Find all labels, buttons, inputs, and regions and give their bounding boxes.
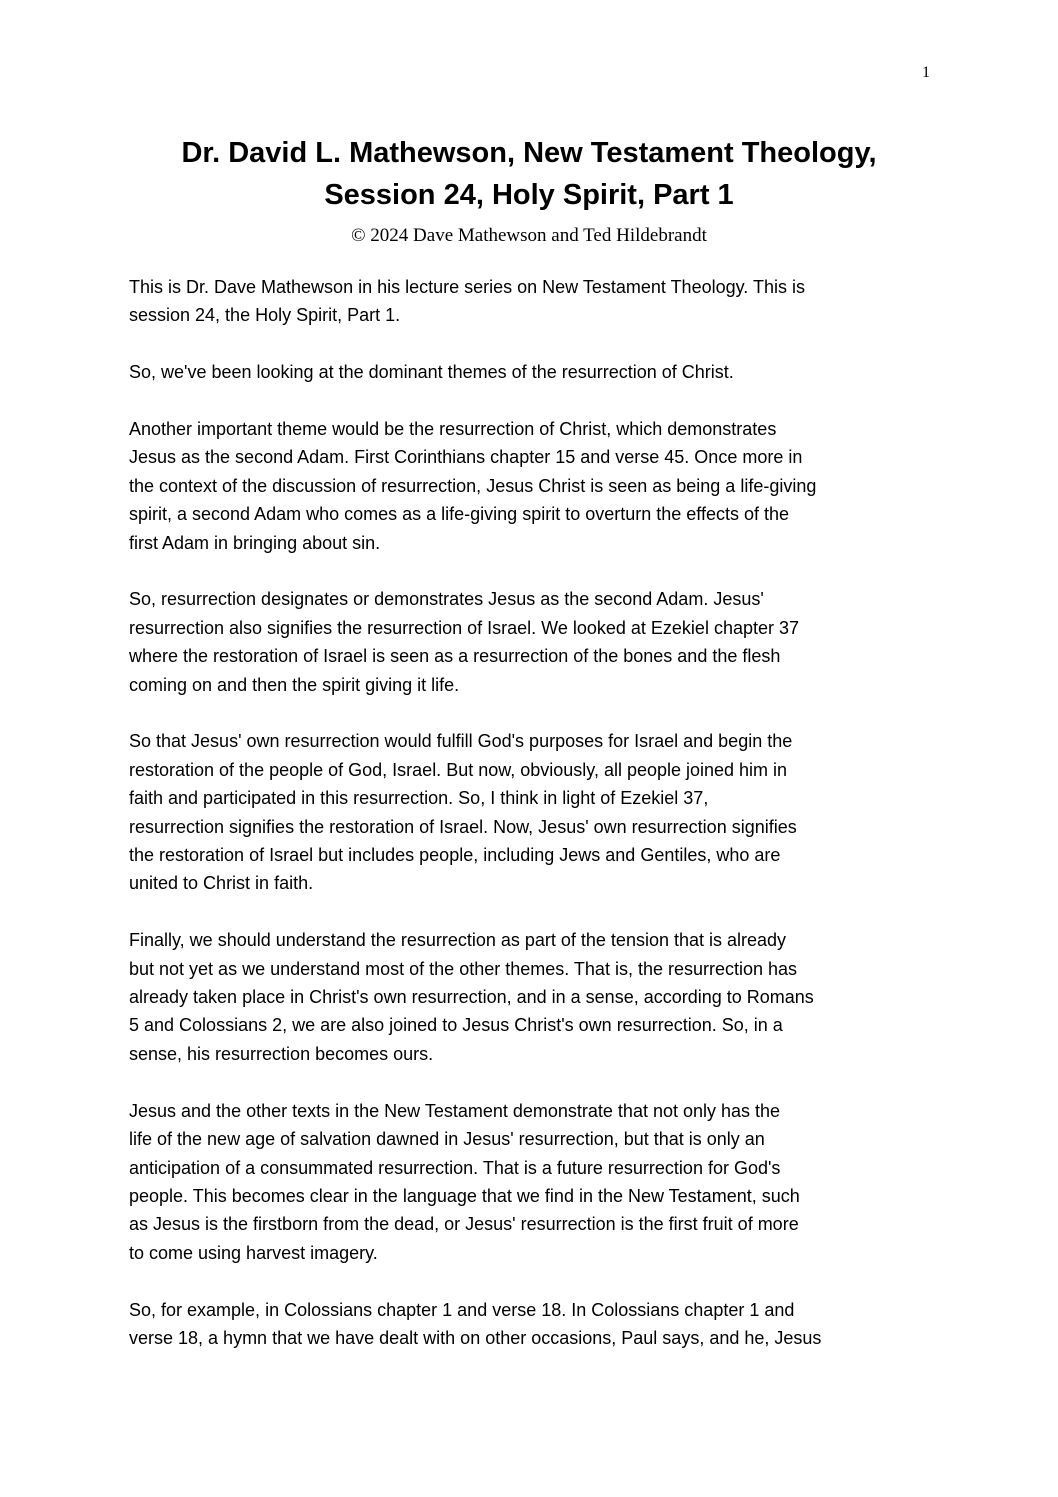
paragraph xyxy=(129,585,949,699)
text-line: So, resurrection designates or demonstrates Jesus as the second Adam. Jesus' xyxy=(129,589,764,610)
paragraph xyxy=(129,727,949,897)
text-line: united to Christ in faith. xyxy=(129,873,314,894)
title-line: Session 24, Holy Spirit, Part 1 xyxy=(324,179,734,211)
paragraph xyxy=(129,273,949,330)
paragraph xyxy=(129,1296,949,1353)
text-line: people. This becomes clear in the language that we find in the New Testament, such xyxy=(129,1185,800,1206)
text-line: as Jesus is the firstborn from the dead, or Jesus' resurrection is the first fruit of more xyxy=(129,1214,799,1235)
text-line: So that Jesus' own resurrection would fulfill God's purposes for Israel and begin the xyxy=(129,731,793,752)
text-line: Finally, we should understand the resurrection as part of the tension that is already xyxy=(129,930,787,951)
text-line: 5 and Colossians 2, we are also joined to Jesus Christ's own resurrection. So, in a xyxy=(129,1015,783,1036)
text-line: Jesus as the second Adam. First Corinthians chapter 15 and verse 45. Once more in xyxy=(129,447,803,468)
page-number: 1 xyxy=(922,64,930,81)
paragraph xyxy=(129,358,949,386)
paragraph xyxy=(129,1097,949,1267)
title-line: Dr. David L. Mathewson, New Testament Theology, xyxy=(181,137,877,169)
copyright-notice: © 2024 Dave Mathewson and Ted Hildebrandt xyxy=(351,225,707,246)
text-line: coming on and then the spirit giving it life. xyxy=(129,674,460,695)
text-line: where the restoration of Israel is seen as a resurrection of the bones and the flesh xyxy=(129,646,781,667)
text-line: the restoration of Israel but includes people, including Jews and Gentiles, who are xyxy=(129,845,781,866)
text-line: verse 18, a hymn that we have dealt with on other occasions, Paul says, and he, Jesus xyxy=(129,1327,822,1348)
text-line: Jesus and the other texts in the New Testament demonstrate that not only has the xyxy=(129,1100,781,1121)
text-line: first Adam in bringing about sin. xyxy=(129,532,381,553)
text-line: This is Dr. Dave Mathewson in his lecture series on New Testament Theology. This is xyxy=(129,277,805,297)
text-line: anticipation of a consummated resurrection. That is a future resurrection for God's xyxy=(129,1157,781,1178)
text-line: session 24, the Holy Spirit, Part 1. xyxy=(129,305,401,326)
text-line: already taken place in Christ's own resurrection, and in a sense, according to Romans xyxy=(129,987,814,1008)
text-line: So, we've been looking at the dominant themes of the resurrection of Christ. xyxy=(129,362,734,383)
text-line: but not yet as we understand most of the other themes. That is, the resurrection has xyxy=(129,958,798,979)
paragraph xyxy=(129,415,949,557)
document-body xyxy=(129,273,949,1381)
paragraph xyxy=(129,926,949,1068)
text-line: to come using harvest imagery. xyxy=(129,1242,378,1263)
text-line: spirit, a second Adam who comes as a life-giving spirit to overturn the effects of the xyxy=(129,504,789,525)
document-title xyxy=(0,132,1058,216)
text-line: sense, his resurrection becomes ours. xyxy=(129,1043,434,1064)
text-line: Another important theme would be the resurrection of Christ, which demonstrates xyxy=(129,419,777,439)
text-line: restoration of the people of God, Israel. But now, obviously, all people joined him in xyxy=(129,759,788,780)
text-line: resurrection signifies the restoration of Israel. Now, Jesus' own resurrection signifies xyxy=(129,816,797,837)
text-line: the context of the discussion of resurrection, Jesus Christ is seen as being a life-giving xyxy=(129,475,817,496)
text-line: So, for example, in Colossians chapter 1 and verse 18. In Colossians chapter 1 and xyxy=(129,1299,795,1320)
text-line: faith and participated in this resurrection. So, I think in light of Ezekiel 37, xyxy=(129,788,709,809)
text-line: life of the new age of salvation dawned in Jesus' resurrection, but that is only an xyxy=(129,1129,765,1150)
text-line: resurrection also signifies the resurrection of Israel. We looked at Ezekiel chapter 37 xyxy=(129,617,799,638)
